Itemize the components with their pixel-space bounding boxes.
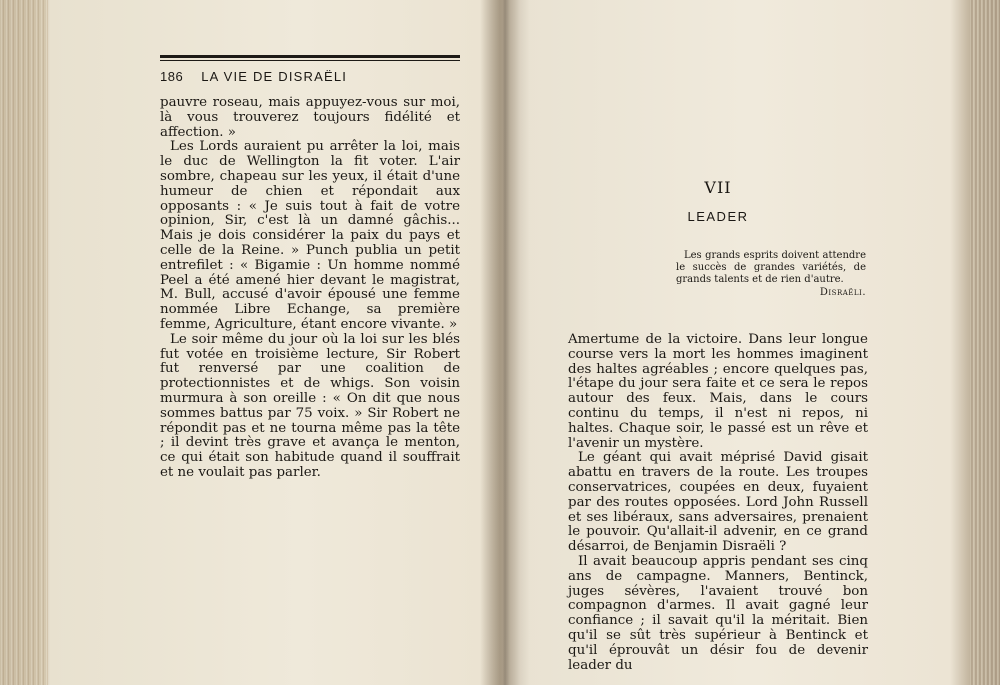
left-page-body	[160, 96, 460, 481]
right-page	[568, 48, 868, 673]
paragraph: Amertume de la victoire. Dans leur longue course vers la mort les hommes imaginent des haltes agréables ; encore quelques pas, l'étape du jour sera faite et ce sera le repos autour des feux. Mais, dans le cours continu du temps, il n'est ni repos, ni haltes. Chaque soir, le passé est un rêve et l'avenir un mystère.	[568, 332, 868, 451]
paragraph: Les Lords auraient pu arrêter la loi, mais le duc de Wellington la fit voter. L'air sombre, chapeau sur les yeux, il était d'une humeur de chien et répondait aux opposants : « Je suis tout à fait de votre opinion, Sir, c'est là un damné gâchis... Mais je dois considérer la paix du pays et celle de la Reine. » Punch publia un petit entrefilet : « Bigamie : Un homme nommé Peel a été amené hier devant le magistrat, M. Bull, accusé d'avoir épousé une femme nommée Libre Echange, sa première femme, Agriculture, étant encore vivante. »	[160, 139, 460, 332]
epigraph	[676, 250, 866, 299]
book-gutter	[480, 0, 530, 685]
paragraph: Le géant qui avait méprisé David gisait abattu en travers de la route. Les troupes conservatrices, coupées en deux, fuyaient par des routes opposées. Lord John Russell et ses libéraux, sans adversaires, prenaient le pouvoir. Qu'allait-il advenir, en ce grand désarroi, de Benjamin Disraëli ?	[568, 450, 868, 555]
running-title: LA VIE DE DISRAËLI	[201, 69, 348, 84]
left-page-edges	[0, 0, 48, 685]
header-rule-thick	[160, 55, 460, 58]
paragraph: Il avait beaucoup appris pendant ses cinq ans de campagne. Manners, Bentinck, juges sévères, l'avaient trouvé bon compagnon d'armes. Il avait gagné leur confiance ; il savait qu'il la méritait. Bien qu'il se sût très supérieur à Bentinck et qu'il éprouvât un désir fou de devenir leader du	[568, 553, 868, 673]
right-page-edges	[970, 0, 1000, 685]
chapter-number: VII	[704, 178, 732, 197]
running-head	[160, 69, 460, 84]
paragraph: Le soir même du jour où la loi sur les blés fut votée en troisième lecture, Sir Robert fut renversé par une coalition de protectionnistes et de whigs. Son voisin murmura à son oreille : « On dit que nous sommes battus par 75 voix. » Sir Robert ne répondit pas et ne tourna même pas la tête ; il devint très grave et avança le menton, ce qui était son habitude quand il souffrait et ne voulait pas parler.	[160, 331, 460, 480]
epigraph-attribution: Disraëli.	[819, 287, 866, 298]
epigraph-text: Les grands esprits doivent attendre le succès de grandes variétés, de grands talents et de rien d'autre.	[676, 250, 866, 285]
chapter-title: LEADER	[687, 209, 749, 224]
page-number: 186	[160, 69, 184, 84]
header-rule-thin	[160, 60, 460, 61]
left-page	[160, 48, 460, 481]
paragraph: pauvre roseau, mais appuyez-vous sur moi, là vous trouverez toujours fidélité et affection. »	[160, 95, 460, 140]
right-page-body	[568, 333, 868, 673]
